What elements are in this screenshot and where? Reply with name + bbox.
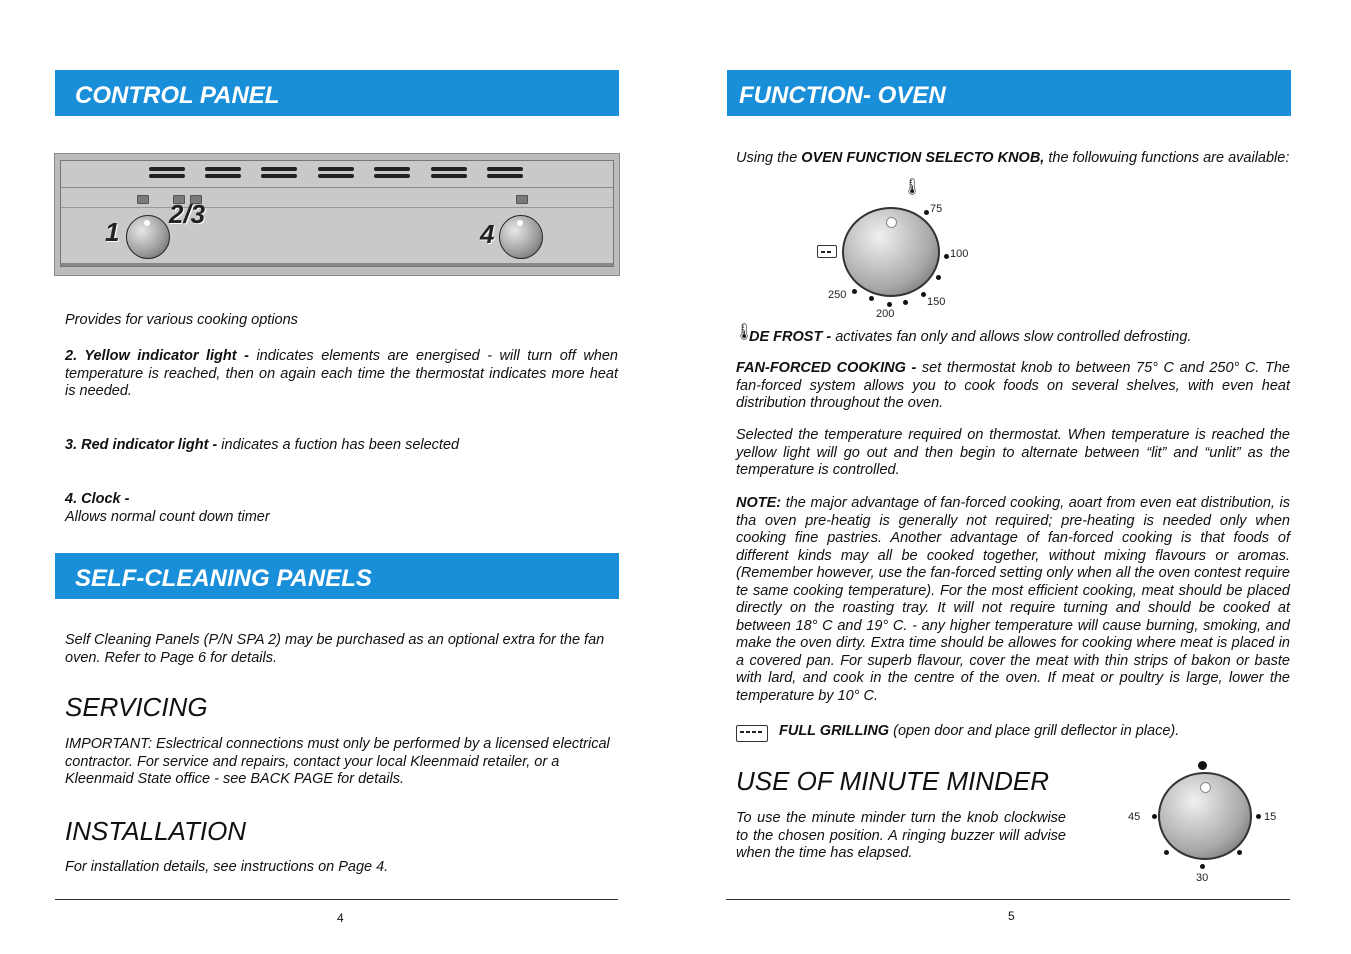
vent-slot: [431, 167, 467, 171]
dial-dot: [1256, 814, 1261, 819]
dial-dot: [936, 275, 941, 280]
self-cleaning-text: Self Cleaning Panels (P/N SPA 2) may be purchased as an optional extra for the fan oven. Refer to Page 6 for details.: [65, 632, 605, 666]
function-oven-title: FUNCTION- OVEN: [739, 82, 946, 109]
vent-slot: [487, 167, 523, 171]
fan-forced-text: set thermostat knob to between 75° C and 250° C. The fan-forced system allows you to cook foods on several shelves, with even heat distribution throughout the oven.: [736, 360, 1290, 411]
knob-icon: [499, 215, 543, 259]
panel-face: [60, 160, 614, 267]
red-light-paragraph: [65, 437, 620, 455]
control-panel-intro: Provides for various cooking options: [65, 312, 298, 328]
page-number: 4: [337, 911, 344, 925]
dial-dot: [924, 210, 929, 215]
dial-icon: [1158, 772, 1252, 860]
full-grilling-text: (open door and place grill deflector in place).: [889, 723, 1180, 739]
minder-tick-15: 15: [1264, 811, 1277, 823]
clock-text: Allows normal count down timer: [65, 508, 270, 525]
red-light-label: 3. Red indicator light -: [65, 437, 218, 453]
minder-tick-30: 30: [1196, 872, 1209, 884]
vent-slot: [149, 167, 185, 171]
fan-forced-paragraph: [736, 360, 1290, 413]
panel-band-lower: [61, 207, 613, 208]
control-panel-title: CONTROL PANEL: [75, 82, 280, 109]
vent-slot: [205, 167, 241, 171]
dial-dot: [903, 300, 908, 305]
servicing-heading: SERVICING: [65, 692, 208, 722]
dial-tick-150: 150: [927, 296, 946, 308]
dial-dot: [887, 302, 892, 307]
vent-slot: [318, 167, 354, 171]
knob-icon: [126, 215, 170, 259]
yellow-light-label: 2. Yellow indicator light -: [65, 348, 249, 364]
installation-text: For installation details, see instructions on Page 4.: [65, 859, 389, 875]
defrost-label: DE FROST -: [749, 329, 832, 345]
dial-dot: [869, 296, 874, 301]
function-intro: [736, 150, 1290, 168]
dial-tick-100: 100: [950, 248, 969, 260]
thermostat-paragraph: Selected the temperature required on thermostat. When temperature is reached the yellow light will go out and then begin to alternate between “lit” and “unlit” as the temperature is controlled.: [736, 427, 1290, 478]
intro-text-b: the followuing functions are available:: [1044, 150, 1290, 166]
full-grilling-label: FULL GRILLING: [779, 723, 890, 739]
installation-heading: INSTALLATION: [65, 816, 247, 846]
dial-tick-75: 75: [930, 203, 943, 215]
red-light-text: indicates a fuction has been selected: [217, 437, 460, 453]
yellow-light-paragraph: [65, 348, 618, 401]
minute-minder-text: To use the minute minder turn the knob clockwise to the chosen position. A ringing buzzer will advise when the time has elapsed.: [736, 810, 1066, 861]
intro-text-a: Using the: [736, 150, 802, 166]
yellow-light-text: indicates elements are energised - will turn off when temperature is reached, then on again each time the thermostat indicates more heat is needed.: [65, 348, 618, 399]
minute-minder-heading: USE OF MINUTE MINDER: [736, 766, 1049, 796]
panel-bottom-edge: [61, 263, 613, 266]
dial-dot: [1237, 850, 1242, 855]
defrost-icon: 🌡: [902, 179, 923, 196]
indicator-light: [137, 195, 149, 204]
dial-dot: [1198, 761, 1207, 770]
dial-tick-250: 250: [828, 289, 847, 301]
defrost-text: activates fan only and allows slow controlled defrosting.: [831, 329, 1192, 345]
grill-icon: [736, 725, 768, 742]
dial-icon: [842, 207, 940, 297]
dial-dot: [921, 292, 926, 297]
intro-bold: OVEN FUNCTION SELECTO KNOB,: [801, 150, 1045, 166]
dial-dot: [1164, 850, 1169, 855]
indicator-light: [516, 195, 528, 204]
dial-dot: [944, 254, 949, 259]
dial-dot: [852, 289, 857, 294]
dial-dot: [1200, 864, 1205, 869]
dial-pointer: [886, 217, 897, 228]
defrost-icon: 🌡: [734, 324, 755, 341]
panel-band: [61, 187, 613, 188]
page-number: 5: [1008, 909, 1015, 923]
footer-rule: [726, 899, 1290, 900]
minder-tick-45: 45: [1128, 811, 1141, 823]
servicing-text: IMPORTANT: Eslectrical connections must only be performed by a licensed electrical contractor. For service and repairs, contact your local Kleenmaid retailer, or a Kleenmaid State office - see BACK PAGE for details.: [65, 736, 610, 787]
vent-slot: [261, 167, 297, 171]
footer-rule: [55, 899, 618, 900]
vent-slot: [374, 167, 410, 171]
dial-dot: [1152, 814, 1157, 819]
note-text: the major advantage of fan-forced cooking, aoart from even eat distribution, is tha oven pre-heatig is generally not required; pre-heating is needed only when cooking fine pastries. Another advantage of fan-forced cooking is that foods of different kinds may all be cooked together, without mixing flavours or aromas. (Remember however, use the fan-forced setting only when all the oven contest require te same cooking temperature). For the most efficient cooking, meat should be placed directly on the roasting tray. It will not require turning and should be cooked at between 18° C and 19° C. - any higher temperature will cause burning, smoking, and make the oven dirty. Extra time should be allowes for cooking where meat is placed in a covered pan. For superb flavour, cover the meat with thin strips of bakon or baste with lard, and cook in the centre of the oven. If meat or poultry is large, lower the temperature by 10° C.: [736, 495, 1290, 704]
panel-label-1: 1: [105, 217, 120, 247]
clock-label: 4. Clock -: [65, 491, 130, 507]
dial-pointer: [1200, 782, 1211, 793]
dial-tick-200: 200: [876, 308, 895, 320]
self-cleaning-title: SELF-CLEANING PANELS: [75, 565, 372, 592]
grill-icon: [817, 245, 837, 258]
panel-label-2-3: 2/3: [169, 199, 206, 229]
panel-label-4: 4: [480, 219, 495, 249]
defrost-paragraph: [749, 329, 1289, 347]
full-grilling-paragraph: [779, 723, 1291, 741]
clock-paragraph: [65, 491, 620, 526]
control-panel-banner: [55, 70, 619, 116]
left-page: [0, 0, 675, 954]
function-oven-banner: [727, 70, 1291, 116]
self-cleaning-banner: [55, 553, 619, 599]
control-panel-illustration: [54, 153, 620, 276]
note-label: NOTE:: [736, 495, 782, 511]
note-paragraph: [736, 495, 1290, 705]
fan-forced-label: FAN-FORCED COOKING -: [736, 360, 917, 376]
right-page: [676, 0, 1351, 954]
